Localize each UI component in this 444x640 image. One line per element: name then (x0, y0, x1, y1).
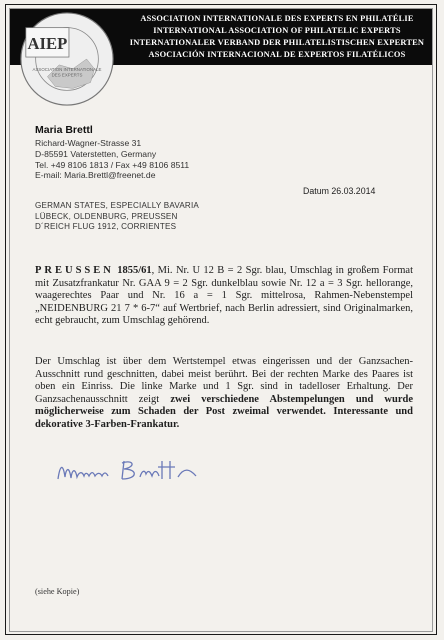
sender-phone: Tel. +49 8106 1813 / Fax +49 8106 8511 (35, 159, 190, 170)
year-range: 1855/61 (117, 265, 152, 276)
specialty-line: D´REICH FLUG 1912, CORRIENTES (35, 222, 177, 232)
country-heading: PREUSSEN (35, 265, 114, 276)
association-name-fr: ASSOCIATION INTERNATIONALE DES EXPERTS EN PHILATÉLIE (140, 14, 414, 23)
association-name-de: INTERNATIONALER VERBAND DER PHILATELISTISCHEN EXPERTEN (129, 38, 425, 47)
sender-street: Richard-Wagner-Strasse 31 (35, 138, 142, 148)
aiep-logo (18, 10, 116, 108)
description-text: , Mi. Nr. U 12 B = 2 Sgr. blau, Umschlag in großem Format mit Zusatzfrankatur Nr. GAA 9 = 2 Sgr. dunkelblau sowie Nr. 12 a = 3 Sgr. hellorange, waagerechtes Paar und Nr. 16 a = 1 Sgr. mittelrosa, Rahmen-Nebenstempel „NEIDENBURG 21 7 * 6-7“ auf Wertbrief, nach Berlin adressiert, sind Originalmarken, echt gebraucht, zum Umschlag gehörend. (35, 265, 414, 327)
condition-text: Der Umschlag ist über dem Wertstempel etwas eingerissen und der Ganzsachen-Ausschnitt rund geschnitten, dabei meist berührt. Bei der rechten Marke des Paares ist oben ein Einriss. Die linke Marke und 1 Sgr. sind in tadelloser Erhaltung. Der Ganzsachenausschnitt zeigt (35, 356, 413, 405)
specialty-line: LÜBECK, OLDENBURG, PREUSSEN (35, 211, 178, 221)
certificate-date: Datum 26.03.2014 (303, 186, 376, 196)
certificate-condition (35, 356, 413, 432)
svg-text:AIEP: AIEP (27, 34, 68, 54)
association-name-es: ASOCIACIÓN INTERNACIONAL DE EXPERTOS FILATÉLICOS (148, 50, 406, 59)
sender-block (35, 124, 189, 181)
svg-text:ASSOCIATION INTERNATIONALE: ASSOCIATION INTERNATIONALE (32, 66, 102, 72)
condition-conclusion: zwei verschiedene Abstempelungen und wurde möglicherweise zum Schaden der Post zweimal verwendet. Interessante und dekorative 3-Farben-Frankatur. (35, 393, 414, 430)
association-name-en: INTERNATIONAL ASSOCIATION OF PHILATELIC EXPERTS (153, 26, 401, 35)
sender-email: E-mail: Maria.Brettl@freenet.de (35, 170, 156, 181)
copy-note: (siehe Kopie) (35, 587, 80, 596)
specialty-line: GERMAN STATES, ESPECIALLY BAVARIA (35, 201, 200, 210)
svg-text:DES EXPERTS: DES EXPERTS (51, 72, 83, 78)
sender-name: Maria Brettl (35, 124, 93, 136)
sender-city: D-85591 Vaterstetten, Germany (35, 148, 157, 159)
handwritten-signature (54, 455, 204, 487)
certificate-description (35, 265, 413, 328)
specialty-block (35, 201, 199, 233)
